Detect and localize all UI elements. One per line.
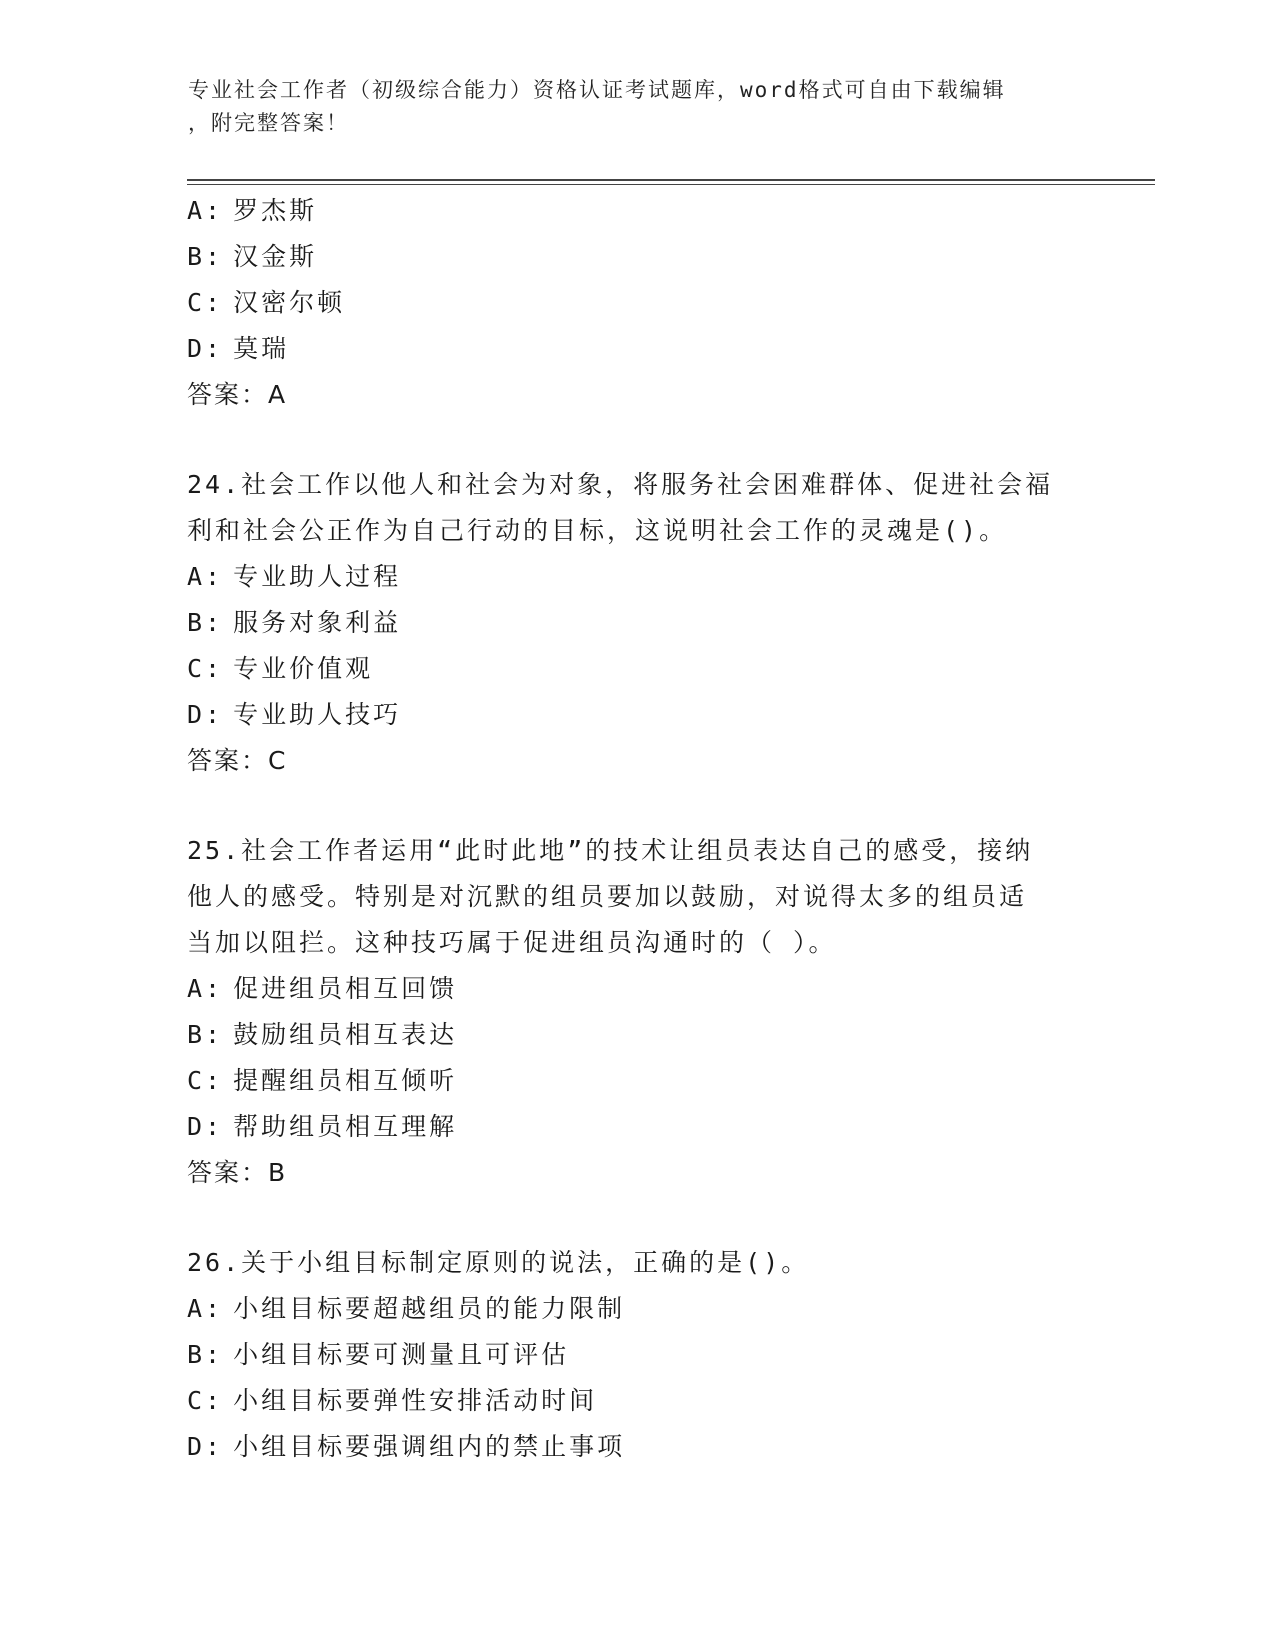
spacer [187,784,1087,828]
option-c: C: 汉密尔顿 [187,288,346,317]
header-divider-thin [187,184,1155,185]
question-list [187,188,1087,1470]
answer-line: 答案：B [187,1158,288,1187]
question-stem-line: 25.社会工作者运用“此时此地”的技术让组员表达自己的感受，接纳 [187,836,1034,865]
question-26 [187,1240,1087,1470]
header-line-2: ，附完整答案！ [188,111,349,135]
spacer [187,1196,1087,1240]
question-stem-line: 26.关于小组目标制定原则的说法，正确的是()。 [187,1248,810,1277]
option-c: C: 专业价值观 [187,654,374,683]
option-d: D: 帮助组员相互理解 [187,1112,458,1141]
option-a: A: 专业助人过程 [187,562,402,591]
option-d: D: 莫瑞 [187,334,290,363]
question-25 [187,828,1087,1196]
question-continued [187,188,1087,418]
option-b: B: 鼓励组员相互表达 [187,1020,458,1049]
option-a: A: 小组目标要超越组员的能力限制 [187,1294,626,1323]
option-a: A: 促进组员相互回馈 [187,974,458,1003]
option-d: D: 小组目标要强调组内的禁止事项 [187,1432,626,1461]
option-c: C: 提醒组员相互倾听 [187,1066,458,1095]
option-b: B: 服务对象利益 [187,608,402,637]
option-b: B: 小组目标要可测量且可评估 [187,1340,570,1369]
question-24 [187,462,1087,784]
option-d: D: 专业助人技巧 [187,700,402,729]
header-line-1: 专业社会工作者（初级综合能力）资格认证考试题库，word格式可自由下载编辑 [188,78,1006,102]
document-header [188,74,1068,140]
question-stem-line: 利和社会公正作为自己行动的目标，这说明社会工作的灵魂是()。 [187,516,1008,545]
spacer [187,418,1087,462]
option-b: B: 汉金斯 [187,242,318,271]
option-a: A: 罗杰斯 [187,196,318,225]
question-stem-line: 当加以阻拦。这种技巧属于促进组员沟通时的（ ）。 [187,928,837,957]
header-divider-thick [187,179,1155,181]
question-stem-line: 他人的感受。特别是对沉默的组员要加以鼓励，对说得太多的组员适 [187,882,1028,911]
answer-line: 答案：C [187,746,288,775]
question-stem-line: 24.社会工作以他人和社会为对象，将服务社会困难群体、促进社会福 [187,470,1054,499]
answer-line: 答案：A [187,380,288,409]
option-c: C: 小组目标要弹性安排活动时间 [187,1386,598,1415]
